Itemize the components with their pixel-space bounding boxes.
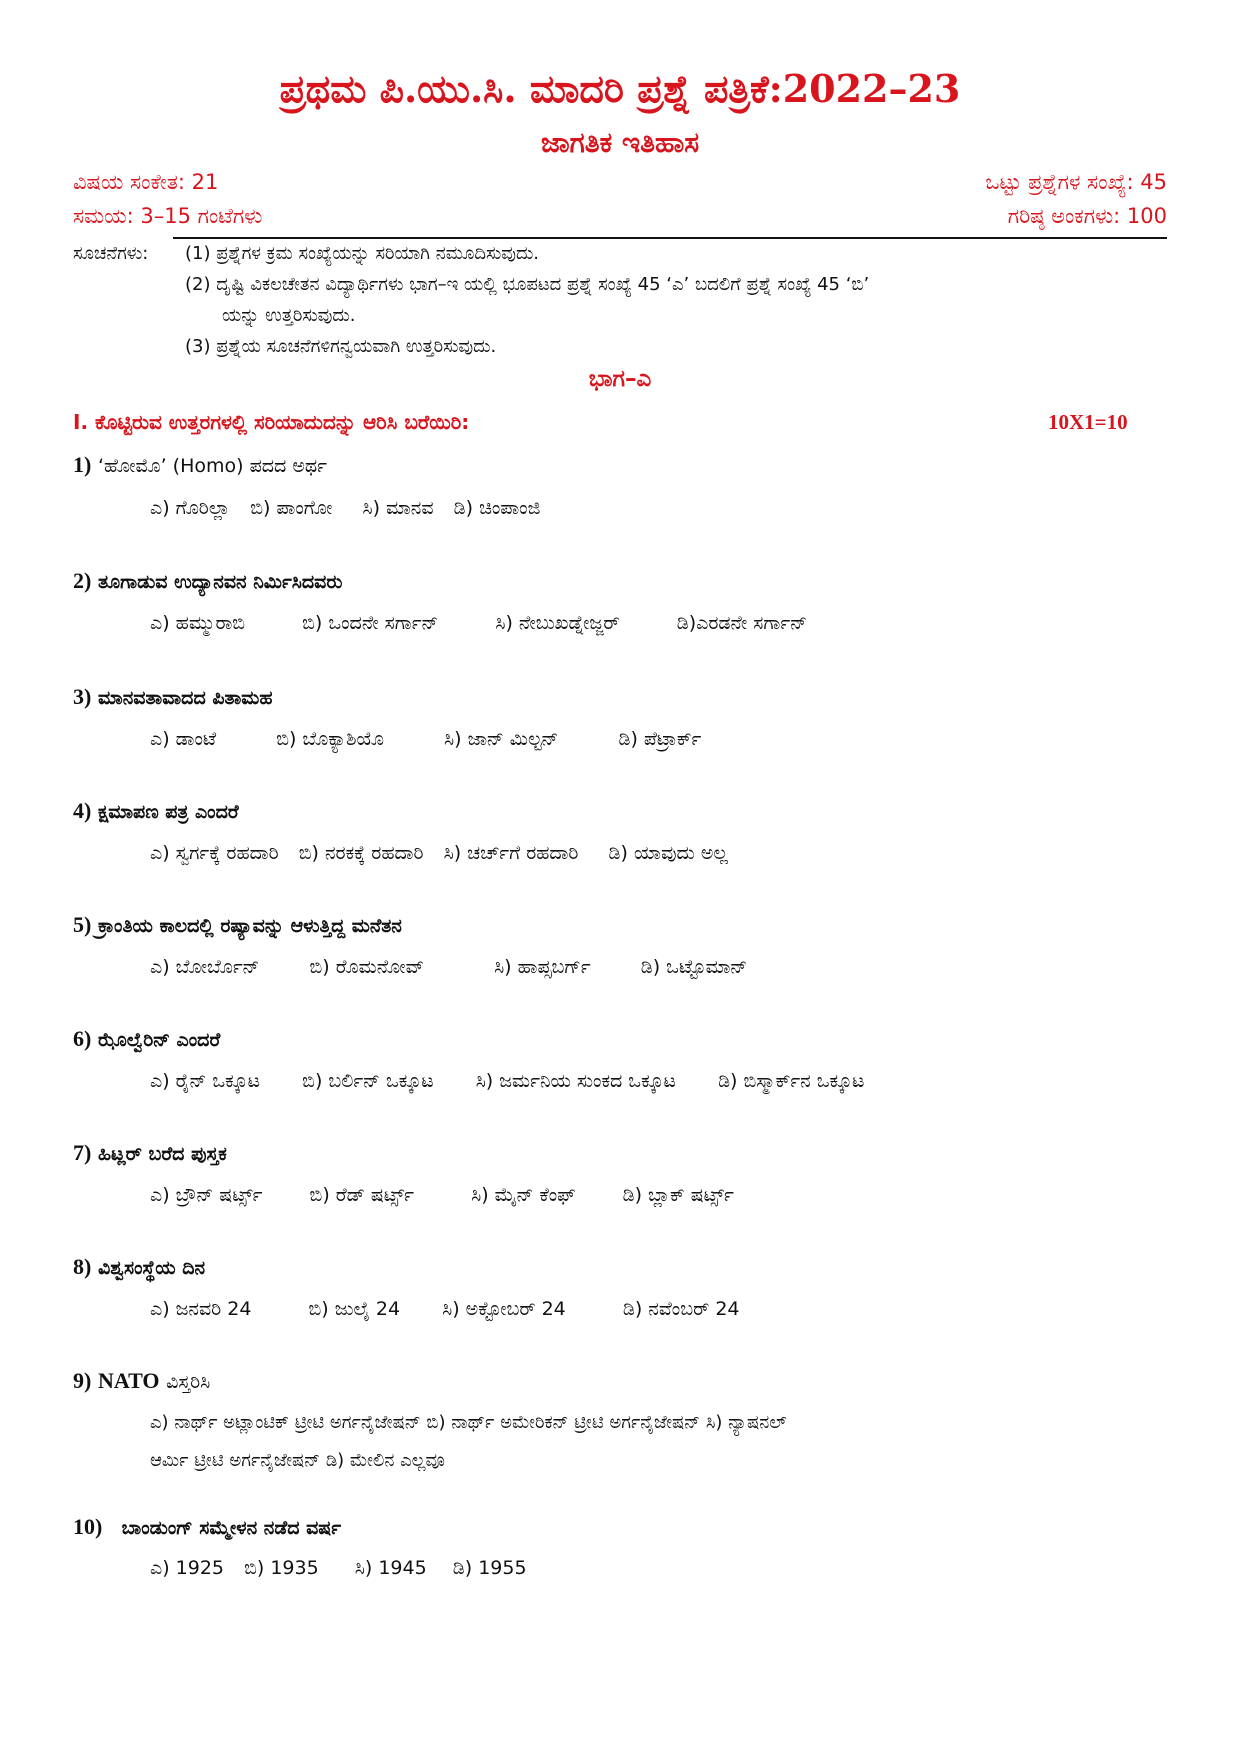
question-number: 10): [73, 1514, 103, 1539]
option-b: ಬಿ) ಪಾಂಗೋ: [250, 497, 333, 519]
time-allowed: ಸಮಯ: 3–15 ಗಂಟೆಗಳು: [73, 204, 263, 228]
question-8: [73, 1254, 205, 1280]
question-number: 1): [73, 452, 92, 477]
option-d: ಡಿ) ನವೆಂಬರ್ 24: [622, 1298, 740, 1320]
option-a: ಎ) ಗೊರಿಲ್ಲಾ: [150, 497, 231, 519]
option-d: ಡಿ) ಒಟ್ಟೊಮಾನ್: [640, 956, 748, 978]
option-a: ಎ) ಬ್ರೌನ್ ಷರ್ಟ್ಸ್: [150, 1184, 263, 1206]
section-marks: 10X1=10: [1048, 410, 1128, 434]
option-c: ಸಿ) ಹಾಪ್ಸಬರ್ಗ್: [494, 956, 591, 978]
option-b: ಬಿ) ರೆಡ್ ಷರ್ಟ್ಸ್: [309, 1184, 415, 1206]
option-d: ಡಿ) ಯಾವುದು ಅಲ್ಲ: [608, 842, 728, 864]
question-number: 5): [73, 912, 92, 937]
option-a: ಎ) ಹಮ್ಮುರಾಬಿ: [150, 612, 246, 634]
instructions-label: ಸೂಚನೆಗಳು:: [73, 243, 149, 264]
option-b: ಬಿ) ಬೊಕ್ಯಾಶಿಯೊ: [276, 728, 384, 750]
question-number: 7): [73, 1140, 92, 1165]
part-heading: ಭಾಗ–ಎ: [588, 366, 652, 392]
question-number: 8): [73, 1254, 92, 1279]
option-d: ಡಿ) ಪೆಟ್ರಾರ್ಕ್: [618, 728, 702, 750]
option-b: ಬಿ) ಒಂದನೇ ಸರ್ಗಾನ್: [302, 612, 439, 634]
option-b: ಬಿ) ಬರ್ಲಿನ್ ಒಕ್ಕೂಟ: [302, 1070, 434, 1092]
question-1-options: [150, 492, 540, 524]
question-number: 6): [73, 1026, 92, 1051]
option-a: ಎ) ಸ್ವರ್ಗಕ್ಕೆ ರಹದಾರಿ: [150, 842, 279, 864]
question-text: ತೂಗಾಡುವ ಉದ್ಯಾನವನ ನಿರ್ಮಿಸಿದವರು: [97, 571, 343, 593]
question-3-options: [150, 723, 701, 755]
option-c: ಸಿ) ಜರ್ಮನಿಯ ಸುಂಕದ ಒಕ್ಕೂಟ: [475, 1070, 676, 1092]
option-a: ಎ) 1925: [150, 1557, 225, 1579]
question-6: [73, 1026, 220, 1052]
instruction-2: (2) ದೃಷ್ಟಿ ವಿಕಲಚೇತನ ವಿದ್ಯಾರ್ಥಿಗಳು ಭಾಗ–ಇ ಯಲ್ಲಿ ಭೂಪಟದ ಪ್ರಶ್ನೆ ಸಂಖ್ಯೆ 45 ‘ಎ’ ಬದಲಿಗೆ ಪ್ರಶ್ನೆ ಸಂಖ್ಯೆ 45 ‘ಬಿ’: [185, 274, 870, 295]
option-c: ಸಿ) ಜಾನ್ ಮಿಲ್ಟನ್: [444, 728, 559, 750]
option-d: ಡಿ)ಎರಡನೇ ಸರ್ಗಾನ್: [676, 612, 807, 634]
question-text: ವಿಸ್ತರಿಸಿ: [166, 1371, 211, 1393]
option-b: ಬಿ) ರೊಮನೋವ್: [309, 956, 424, 978]
question-5-options: [150, 951, 747, 983]
question-2: [73, 568, 342, 594]
subject-code: ವಿಷಯ ಸಂಕೇತ: 21: [73, 170, 219, 194]
question-text: ‘ಹೋಮೊ’ (Homo) ಪದದ ಅರ್ಥ: [97, 455, 327, 477]
question-9: [73, 1368, 210, 1394]
question-text: ಬಾಂಡುಂಗ್ ಸಮ್ಮೇಳನ ನಡೆದ ವರ್ಷ: [121, 1517, 342, 1539]
option-b: ಬಿ) ಜುಲೈ 24: [308, 1298, 401, 1320]
question-8-options: [150, 1293, 740, 1325]
question-1: [73, 452, 327, 478]
option-c: ಸಿ) ಅಕ್ಟೋಬರ್ 24: [442, 1298, 566, 1320]
question-10: [73, 1514, 341, 1540]
question-text: ಮಾನವತಾವಾದದ ಪಿತಾಮಹ: [97, 687, 273, 709]
section-heading: I. ಕೊಟ್ಟಿರುವ ಉತ್ತರಗಳಲ್ಲಿ ಸರಿಯಾದುದನ್ನು ಆರಿಸಿ ಬರೆಯಿರಿ:: [73, 410, 470, 434]
paper-subject: ಜಾಗತಿಕ ಇತಿಹಾಸ: [540, 126, 700, 159]
question-text: ಹಿಟ್ಲರ್ ಬರೆದ ಪುಸ್ತಕ: [97, 1143, 227, 1165]
question-9-options: [150, 1404, 1165, 1480]
option-a: ಎ) ಜನವರಿ 24: [150, 1298, 252, 1320]
option-d: ಡಿ) 1955: [452, 1557, 527, 1579]
options-line-1: ಎ) ನಾರ್ಥ್ ಅಟ್ಲಾಂಟಿಕ್ ಟ್ರೀಟಿ ಅರ್ಗನೈಜೇಷನ್ ಬಿ) ನಾರ್ಥ್ ಅಮೇರಿಕನ್ ಟ್ರೀಟಿ ಅರ್ಗನೈಜೇಷನ್ ಸಿ) ನ್ಯಾಷನಲ್: [150, 1412, 787, 1433]
max-marks: ಗರಿಷ್ಠ ಅಂಕಗಳು: 100: [1007, 204, 1167, 228]
question-2-options: [150, 607, 807, 639]
option-c: ಸಿ) ಮಾನವ: [362, 497, 434, 519]
question-3: [73, 684, 273, 710]
question-7: [73, 1140, 227, 1166]
option-a: ಎ) ಬೋರ್ಬೊನ್: [150, 956, 260, 978]
option-c: ಸಿ) ನೇಬುಖಡ್ನೇಜ್ಜರ್: [495, 612, 620, 634]
option-a: ಎ) ರೈನ್ ಒಕ್ಕೂಟ: [150, 1070, 261, 1092]
question-number: 3): [73, 684, 92, 709]
options-line-2: ಆರ್ಮಿ ಟ್ರೀಟಿ ಅರ್ಗನೈಜೇಷನ್ ಡಿ) ಮೇಲಿನ ಎಲ್ಲವೂ: [150, 1450, 445, 1471]
question-10-options: [150, 1552, 527, 1584]
question-4-options: [150, 837, 728, 869]
option-d: ಡಿ) ಬ್ಲಾಕ್ ಷರ್ಟ್ಸ್: [622, 1184, 734, 1206]
instruction-2-cont: ಯನ್ನು ಉತ್ತರಿಸುವುದು.: [222, 305, 356, 326]
question-7-options: [150, 1179, 734, 1211]
option-b: ಬಿ) 1935: [244, 1557, 319, 1579]
question-4: [73, 798, 239, 824]
question-text: ವಿಶ್ವಸಂಸ್ಥೆಯ ದಿನ: [97, 1257, 206, 1279]
question-6-options: [150, 1065, 864, 1097]
question-5: [73, 912, 402, 938]
acronym: NATO: [97, 1368, 160, 1393]
option-c: ಸಿ) 1945: [354, 1557, 427, 1579]
question-text: ಕ್ಷಮಾಪಣ ಪತ್ರ ಎಂದರೆ: [97, 801, 239, 823]
option-c: ಸಿ) ಮೈನ್ ಕೆಂಫ್: [471, 1184, 576, 1206]
question-number: 4): [73, 798, 92, 823]
option-a: ಎ) ಡಾಂಟೆ: [150, 728, 217, 750]
paper-title: ಪ್ರಥಮ ಪಿ.ಯು.ಸಿ. ಮಾದರಿ ಪ್ರಶ್ನೆ ಪತ್ರಿಕೆ:2022–23: [279, 66, 961, 111]
option-b: ಬಿ) ನರಕಕ್ಕೆ ರಹದಾರಿ: [298, 842, 424, 864]
instruction-3: (3) ಪ್ರಶ್ನೆಯ ಸೂಚನೆಗಳಿಗನ್ವಯವಾಗಿ ಉತ್ತರಿಸುವುದು.: [185, 336, 497, 357]
question-text: ಝೊಲ್ವೆರಿನ್ ಎಂದರೆ: [97, 1029, 221, 1051]
option-d: ಡಿ) ಬಿಸ್ಮಾರ್ಕ್‌ನ ಒಕ್ಕೂಟ: [718, 1070, 865, 1092]
option-c: ಸಿ) ಚರ್ಚ್‌ಗೆ ರಹದಾರಿ: [443, 842, 579, 864]
instruction-1: (1) ಪ್ರಶ್ನೆಗಳ ಕ್ರಮ ಸಂಖ್ಯೆಯನ್ನು ಸರಿಯಾಗಿ ನಮೂದಿಸುವುದು.: [185, 243, 540, 264]
total-questions: ಒಟ್ಟು ಪ್ರಶ್ನೆಗಳ ಸಂಖ್ಯೆ: 45: [985, 170, 1167, 194]
option-d: ಡಿ) ಚಿಂಪಾಂಜಿ: [453, 497, 541, 519]
question-number: 2): [73, 568, 92, 593]
question-number: 9): [73, 1368, 92, 1393]
question-text: ಕ್ರಾಂತಿಯ ಕಾಲದಲ್ಲಿ ರಷ್ಯಾವನ್ನು ಆಳುತ್ತಿದ್ದ ಮನೆತನ: [97, 915, 402, 937]
